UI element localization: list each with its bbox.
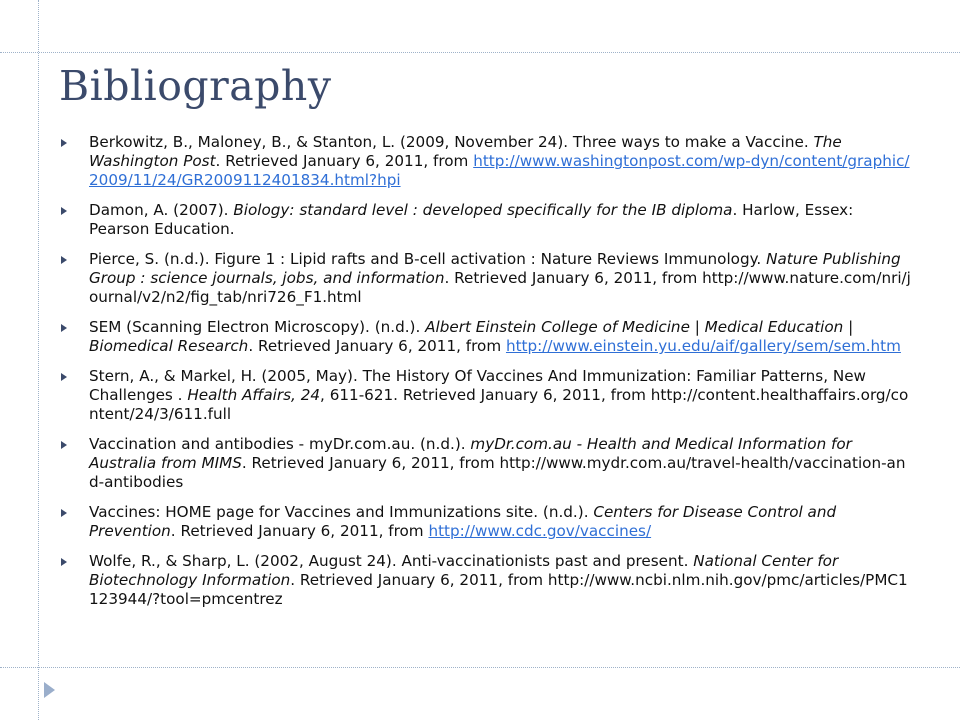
reference-text: Pierce, S. (n.d.). Figure 1 : Lipid rafts and B-cell activation : Nature Reviews Immunology. xyxy=(89,250,767,268)
reference-source: myDr.com.au - Health and Medical Information for Australia from MIMS xyxy=(89,435,852,472)
reference-source: Centers for Disease Control and Prevention xyxy=(89,503,837,540)
reference-link[interactable]: http://www.washingtonpost.com/wp-dyn/content/graphic/2009/11/24/GR2009112401834.html?hpi xyxy=(89,152,910,189)
reference-link[interactable]: http://www.cdc.gov/vaccines/ xyxy=(428,522,652,540)
reference-retrieval: . Harlow, Essex: Pearson Education. xyxy=(89,201,854,238)
reference-text: Damon, A. (2007). xyxy=(89,201,234,219)
reference-retrieval: . Retrieved January 6, 2011, from http://www.mydr.com.au/travel-health/vaccination-and-antibodies xyxy=(89,454,906,491)
bullet-arrow-icon xyxy=(61,324,67,332)
reference-text: SEM (Scanning Electron Microscopy). (n.d.). xyxy=(89,318,426,336)
guide-line-top xyxy=(0,52,960,53)
bullet-arrow-icon xyxy=(61,373,67,381)
reference-retrieval: . Retrieved January 6, 2011, from xyxy=(215,152,474,170)
bullet-arrow-icon xyxy=(61,207,67,215)
reference-retrieval: , 611-621. Retrieved January 6, 2011, from http://content.healthaffairs.org/content/24/3/611.full xyxy=(89,386,909,423)
reference-text: Wolfe, R., & Sharp, L. (2002, August 24). Anti-vaccinationists past and present. xyxy=(89,552,694,570)
reference-item xyxy=(59,552,914,609)
bullet-arrow-icon xyxy=(61,558,67,566)
reference-source: Nature Publishing Group : science journals, jobs, and information xyxy=(89,250,901,287)
reference-item xyxy=(59,435,914,492)
reference-text: Berkowitz, B., Maloney, B., & Stanton, L. (2009, November 24). Three ways to make a Vaccine. xyxy=(89,133,814,151)
bullet-arrow-icon xyxy=(61,256,67,264)
reference-list xyxy=(59,133,914,620)
reference-link[interactable]: http://www.einstein.yu.edu/aif/gallery/sem/sem.htm xyxy=(505,337,901,355)
reference-source: Biology: standard level : developed specifically for the IB diploma xyxy=(233,201,733,219)
reference-retrieval: . Retrieved January 6, 2011, from xyxy=(170,522,429,540)
reference-retrieval: . Retrieved January 6, 2011, from xyxy=(248,337,506,355)
reference-text: Stern, A., & Markel, H. (2005, May). The History Of Vaccines And Immunization: Familiar Patterns, New Challenges . xyxy=(89,367,866,404)
reference-source: National Center for Biotechnology Information xyxy=(89,552,839,589)
reference-item xyxy=(59,250,914,307)
reference-item xyxy=(59,201,914,239)
slide-nav-arrow-icon[interactable] xyxy=(44,682,55,698)
guide-line-bottom xyxy=(0,667,960,668)
slide-title: Bibliography xyxy=(59,62,332,110)
reference-item xyxy=(59,503,914,541)
reference-item xyxy=(59,367,914,424)
reference-source: Health Affairs, 24 xyxy=(187,386,321,404)
reference-item xyxy=(59,133,914,190)
bullet-arrow-icon xyxy=(61,139,67,147)
bullet-arrow-icon xyxy=(61,441,67,449)
guide-line-vertical xyxy=(38,0,39,720)
reference-source: The Washington Post xyxy=(89,133,842,170)
reference-text: Vaccines: HOME page for Vaccines and Immunizations site. (n.d.). xyxy=(89,503,594,521)
bullet-arrow-icon xyxy=(61,509,67,517)
reference-text: Vaccination and antibodies - myDr.com.au. (n.d.). xyxy=(89,435,471,453)
reference-source: Albert Einstein College of Medicine | Medical Education | Biomedical Research xyxy=(89,318,854,355)
reference-retrieval: . Retrieved January 6, 2011, from http://www.nature.com/nri/journal/v2/n2/fig_tab/nri726_F1.html xyxy=(89,269,911,306)
reference-item xyxy=(59,318,914,356)
reference-retrieval: . Retrieved January 6, 2011, from http://www.ncbi.nlm.nih.gov/pmc/articles/PMC1123944/?tool=pmcentrez xyxy=(89,571,908,608)
